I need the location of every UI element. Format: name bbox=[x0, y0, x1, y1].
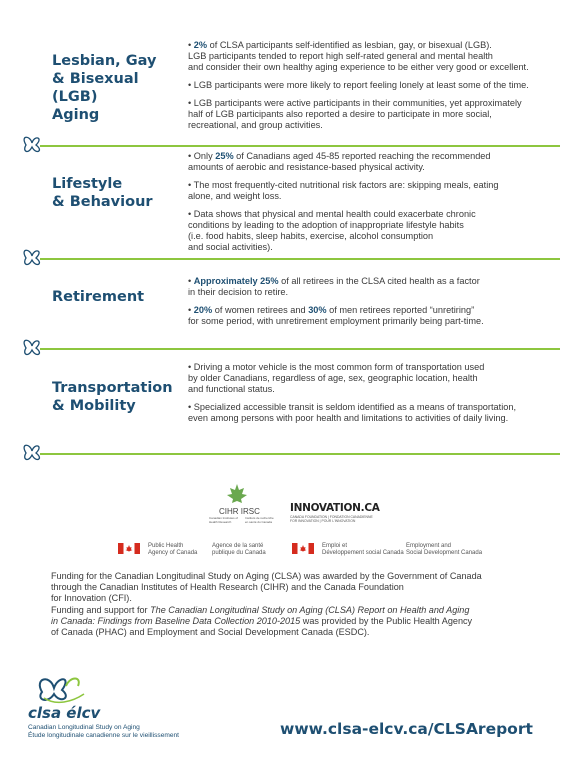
clsa-brand-english: Canadian Longitudinal Study on Aging bbox=[28, 724, 140, 731]
funding-paragraph-2 bbox=[51, 605, 551, 638]
bullet-highlight: 2% bbox=[193, 40, 208, 50]
esdc-logo bbox=[292, 541, 492, 557]
phac-english: Public Health Agency of Canada bbox=[148, 543, 198, 556]
bullet-point bbox=[188, 151, 560, 173]
bullet-text: • LGB participants were active participants in their communities, yet approximately half of LGB participants also reported a desire to participate in more social, recreational, and group activities. bbox=[188, 98, 522, 130]
cihr-subtext: Canadian Institutes of Health Research bbox=[209, 516, 239, 524]
bullet-text: • Only bbox=[188, 151, 216, 161]
bullet-text: • The most frequently-cited nutritional risk factors are: skipping meals, eating alone, and weight loss. bbox=[188, 180, 499, 201]
bullet-point bbox=[188, 180, 560, 202]
clsa-brand: clsa élcv bbox=[28, 704, 101, 722]
cihr-text: CIHR IRSC bbox=[219, 507, 260, 516]
funding-text: was provided by the Public Health Agency of Canada (PHAC) and Employment and Social Development Canada (ESDC). bbox=[51, 616, 473, 637]
canada-flag-icon bbox=[292, 543, 314, 554]
bullet-point bbox=[188, 402, 560, 424]
section-title: Retirement bbox=[52, 289, 145, 305]
bullet-text: • Specialized accessible transit is seldom identified as a means of transportation, even among persons with poor health and limitations to activities of daily living. bbox=[188, 402, 517, 423]
report-url-link[interactable]: www.clsa-elcv.ca/CLSAreport bbox=[280, 720, 533, 738]
esdc-french: Emploi et Développement social Canada bbox=[322, 543, 404, 556]
bullet-point bbox=[188, 80, 560, 91]
bullet-text: of men retirees reported “unretiring” for some period, with unretirement employment primarily being part-time. bbox=[188, 305, 484, 326]
section-title: Transportation & Mobility bbox=[52, 380, 173, 414]
bullet-text: • bbox=[188, 305, 194, 315]
innovation-logo bbox=[290, 502, 390, 526]
bullet-highlight: 30% bbox=[308, 305, 327, 315]
bullet-list bbox=[188, 362, 560, 431]
bullet-point bbox=[188, 305, 560, 327]
bullet-highlight: Approximately 25% bbox=[193, 276, 279, 286]
section-title: Lesbian, Gay & Bisexual (LGB) Aging bbox=[52, 53, 157, 123]
canada-flag-icon bbox=[118, 543, 140, 554]
bullet-text: of all retirees in the CLSA cited health as a factor in their decision to retire. bbox=[188, 276, 480, 297]
bullet-highlight: 25% bbox=[215, 151, 234, 161]
bullet-point bbox=[188, 362, 560, 395]
bullet-list bbox=[188, 151, 560, 260]
esdc-english: Employment and Social Development Canada bbox=[406, 543, 483, 556]
bullet-text: of Canadians aged 45-85 reported reaching the recommended amounts of aerobic and resistance-based physical activity. bbox=[188, 151, 491, 172]
butterfly-icon bbox=[24, 340, 39, 354]
butterfly-divider bbox=[0, 336, 583, 360]
butterfly-divider bbox=[0, 441, 583, 465]
bullet-text: of CLSA participants self-identified as lesbian, gay, or bisexual (LGB). LGB participants tended to report high self-rated general and mental health and consider their own healthy aging experience to be either very good or excellent. bbox=[188, 40, 529, 72]
innovation-subtext: CANADA FOUNDATION | FONDATION CANADIENNE FOR INNOVATION | POUR L'INNOVATION bbox=[290, 515, 373, 523]
bullet-list bbox=[188, 40, 560, 138]
clsa-logo bbox=[28, 672, 218, 742]
funding-paragraph-1: Funding for the Canadian Longitudinal Study on Aging (CLSA) was awarded by the Government of Canada through the Canadian Institutes of Health Research (CIHR) and the Canada Foundation for Innovation (CFI). bbox=[51, 571, 482, 603]
bullet-highlight: 20% bbox=[193, 305, 213, 315]
bullet-text: • Driving a motor vehicle is the most common form of transportation used by older Canadians, regardless of age, sex, geographic location, health and functional status. bbox=[188, 362, 485, 394]
bullet-list bbox=[188, 276, 560, 334]
maple-leaf-icon bbox=[225, 484, 249, 506]
irsc-subtext: Instituts de recherche en santé du Canada bbox=[245, 516, 274, 524]
butterfly-icon bbox=[24, 445, 39, 459]
clsa-brand-french: Étude longitudinale canadienne sur le vieillissement bbox=[28, 732, 180, 739]
bullet-point bbox=[188, 98, 560, 131]
cihr-logo bbox=[209, 484, 275, 526]
bullet-text: • Data shows that physical and mental health could exacerbate chronic conditions by leading to the adoption of inappropriate lifestyle habits (i.e. food habits, sleep habits, exercise, alcohol consumption and social activities). bbox=[188, 209, 476, 252]
bullet-text: of women retirees and bbox=[212, 305, 309, 315]
bullet-point bbox=[188, 40, 560, 73]
bullet-text: • bbox=[188, 276, 194, 286]
phac-french: Agence de la santé publique du Canada bbox=[212, 543, 266, 556]
butterfly-icon bbox=[24, 250, 39, 264]
butterfly-logo-icon bbox=[32, 672, 92, 706]
innovation-text: INNOVATION.CA bbox=[290, 502, 380, 514]
report-title: The Canadian Longitudinal Study on Aging (CLSA) Report on Health and Aging in Canada: Findings from Baseline Data Collection 2010-2015 bbox=[51, 605, 470, 626]
funding-text: Funding and support for bbox=[51, 605, 151, 615]
bullet-text: • LGB participants were more likely to report feeling lonely at least some of the time. bbox=[188, 80, 529, 90]
phac-logo bbox=[118, 541, 278, 557]
butterfly-icon bbox=[24, 137, 39, 151]
section-title: Lifestyle & Behaviour bbox=[52, 176, 153, 210]
bullet-point bbox=[188, 276, 560, 298]
bullet-text: • bbox=[188, 40, 194, 50]
butterfly-divider bbox=[0, 246, 583, 270]
